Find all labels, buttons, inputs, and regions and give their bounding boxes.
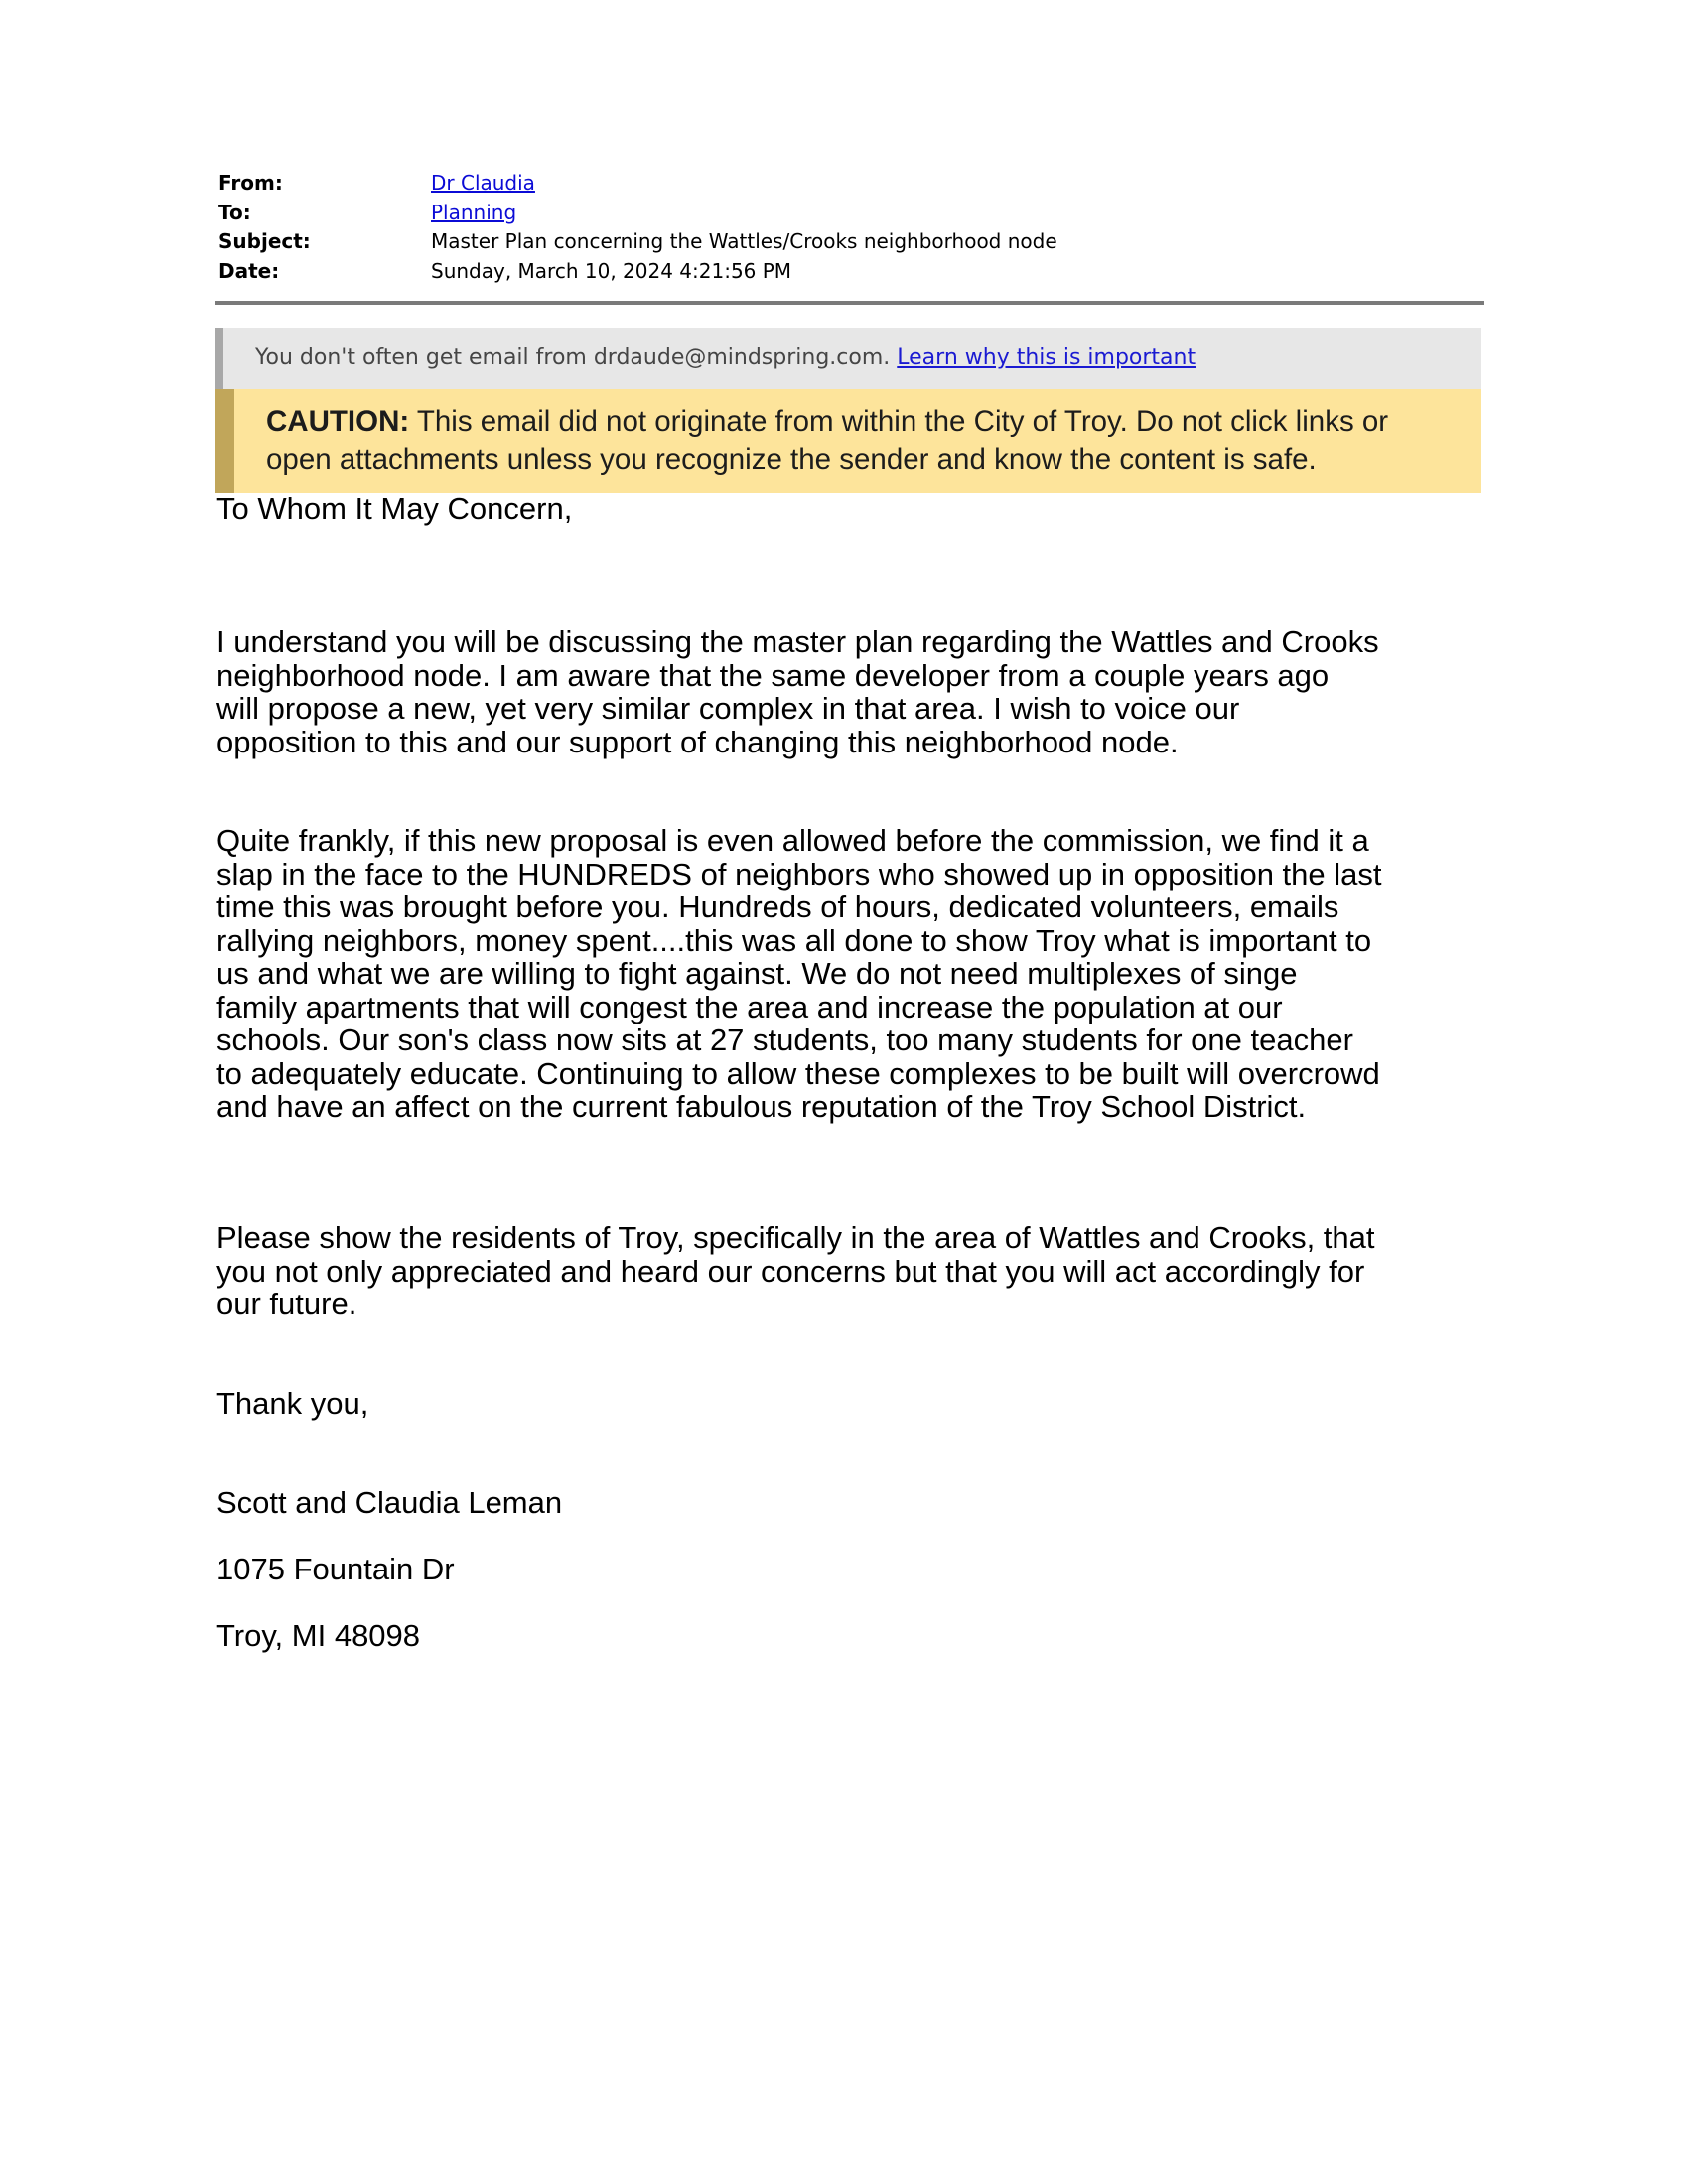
paragraph-2-line: rallying neighbors, money spent....this was all done to show Troy what is important to — [216, 922, 1372, 958]
header-divider — [215, 301, 1484, 305]
email-header — [218, 169, 1489, 286]
to-link[interactable]: Planning — [431, 200, 517, 224]
subject-row — [218, 227, 1489, 257]
external-sender-notice — [215, 328, 1481, 389]
paragraph-2 — [216, 824, 1487, 1124]
to-row — [218, 199, 1489, 228]
subject-value: Master Plan concerning the Wattles/Crooks neighborhood node — [431, 229, 1057, 253]
closing: Thank you, — [216, 1386, 369, 1421]
paragraph-2-line: to adequately educate. Continuing to allow these complexes to be built will overcrowd — [216, 1055, 1380, 1091]
paragraph-3-line: Please show the residents of Troy, specifically in the area of Wattles and Crooks, that — [216, 1220, 1375, 1255]
to-label: To: — [218, 200, 251, 224]
date-label: Date: — [218, 258, 280, 283]
paragraph-2-line: family apartments that will congest the area and increase the population at our — [216, 989, 1283, 1024]
caution-label: CAUTION: — [266, 405, 410, 438]
address-line-1: 1075 Fountain Dr — [216, 1552, 455, 1586]
paragraph-3 — [216, 1221, 1487, 1321]
paragraph-3-line: our future. — [216, 1287, 357, 1321]
subject-label: Subject: — [218, 229, 311, 253]
notice-text: You don't often get email from drdaude@mindspring.com. — [255, 345, 891, 370]
date-row — [218, 257, 1489, 287]
address-line-2: Troy, MI 48098 — [216, 1618, 421, 1653]
caution-line-2: open attachments unless you recognize the sender and know the content is safe. — [266, 443, 1317, 476]
from-link[interactable]: Dr Claudia — [431, 171, 535, 195]
from-label: From: — [218, 171, 283, 195]
paragraph-2-line: schools. Our son's class now sits at 27 students, too many students for one teacher — [216, 1023, 1353, 1057]
greeting: To Whom It May Concern, — [216, 491, 573, 526]
date-value: Sunday, March 10, 2024 4:21:56 PM — [431, 258, 792, 283]
caution-banner — [215, 389, 1481, 493]
paragraph-1-line: opposition to this and our support of changing this neighborhood node. — [216, 724, 1179, 759]
paragraph-3-line: you not only appreciated and heard our concerns but that you will act accordingly for — [216, 1253, 1365, 1289]
paragraph-2-line: slap in the face to the HUNDREDS of neighbors who showed up in opposition the last — [216, 856, 1382, 891]
signature-name: Scott and Claudia Leman — [216, 1485, 563, 1520]
from-row — [218, 169, 1489, 199]
paragraph-2-line: time this was brought before you. Hundreds of hours, dedicated volunteers, emails — [216, 889, 1339, 924]
paragraph-1-line: I understand you will be discussing the master plan regarding the Wattles and Crooks — [216, 624, 1379, 659]
paragraph-1-line: neighborhood node. I am aware that the same developer from a couple years ago — [216, 657, 1330, 693]
paragraph-2-line: and have an affect on the current fabulous reputation of the Troy School District. — [216, 1089, 1307, 1124]
paragraph-1 — [216, 625, 1487, 758]
paragraph-2-line: Quite frankly, if this new proposal is even allowed before the commission, we find it a — [216, 823, 1369, 858]
paragraph-2-line: us and what we are willing to fight against. We do not need multiplexes of singe — [216, 956, 1298, 991]
paragraph-1-line: will propose a new, yet very similar complex in that area. I wish to voice our — [216, 691, 1240, 726]
learn-why-link[interactable]: Learn why this is important — [897, 345, 1196, 370]
caution-line-1: CAUTION: This email did not originate from within the City of Troy. Do not click links or — [266, 405, 1389, 438]
